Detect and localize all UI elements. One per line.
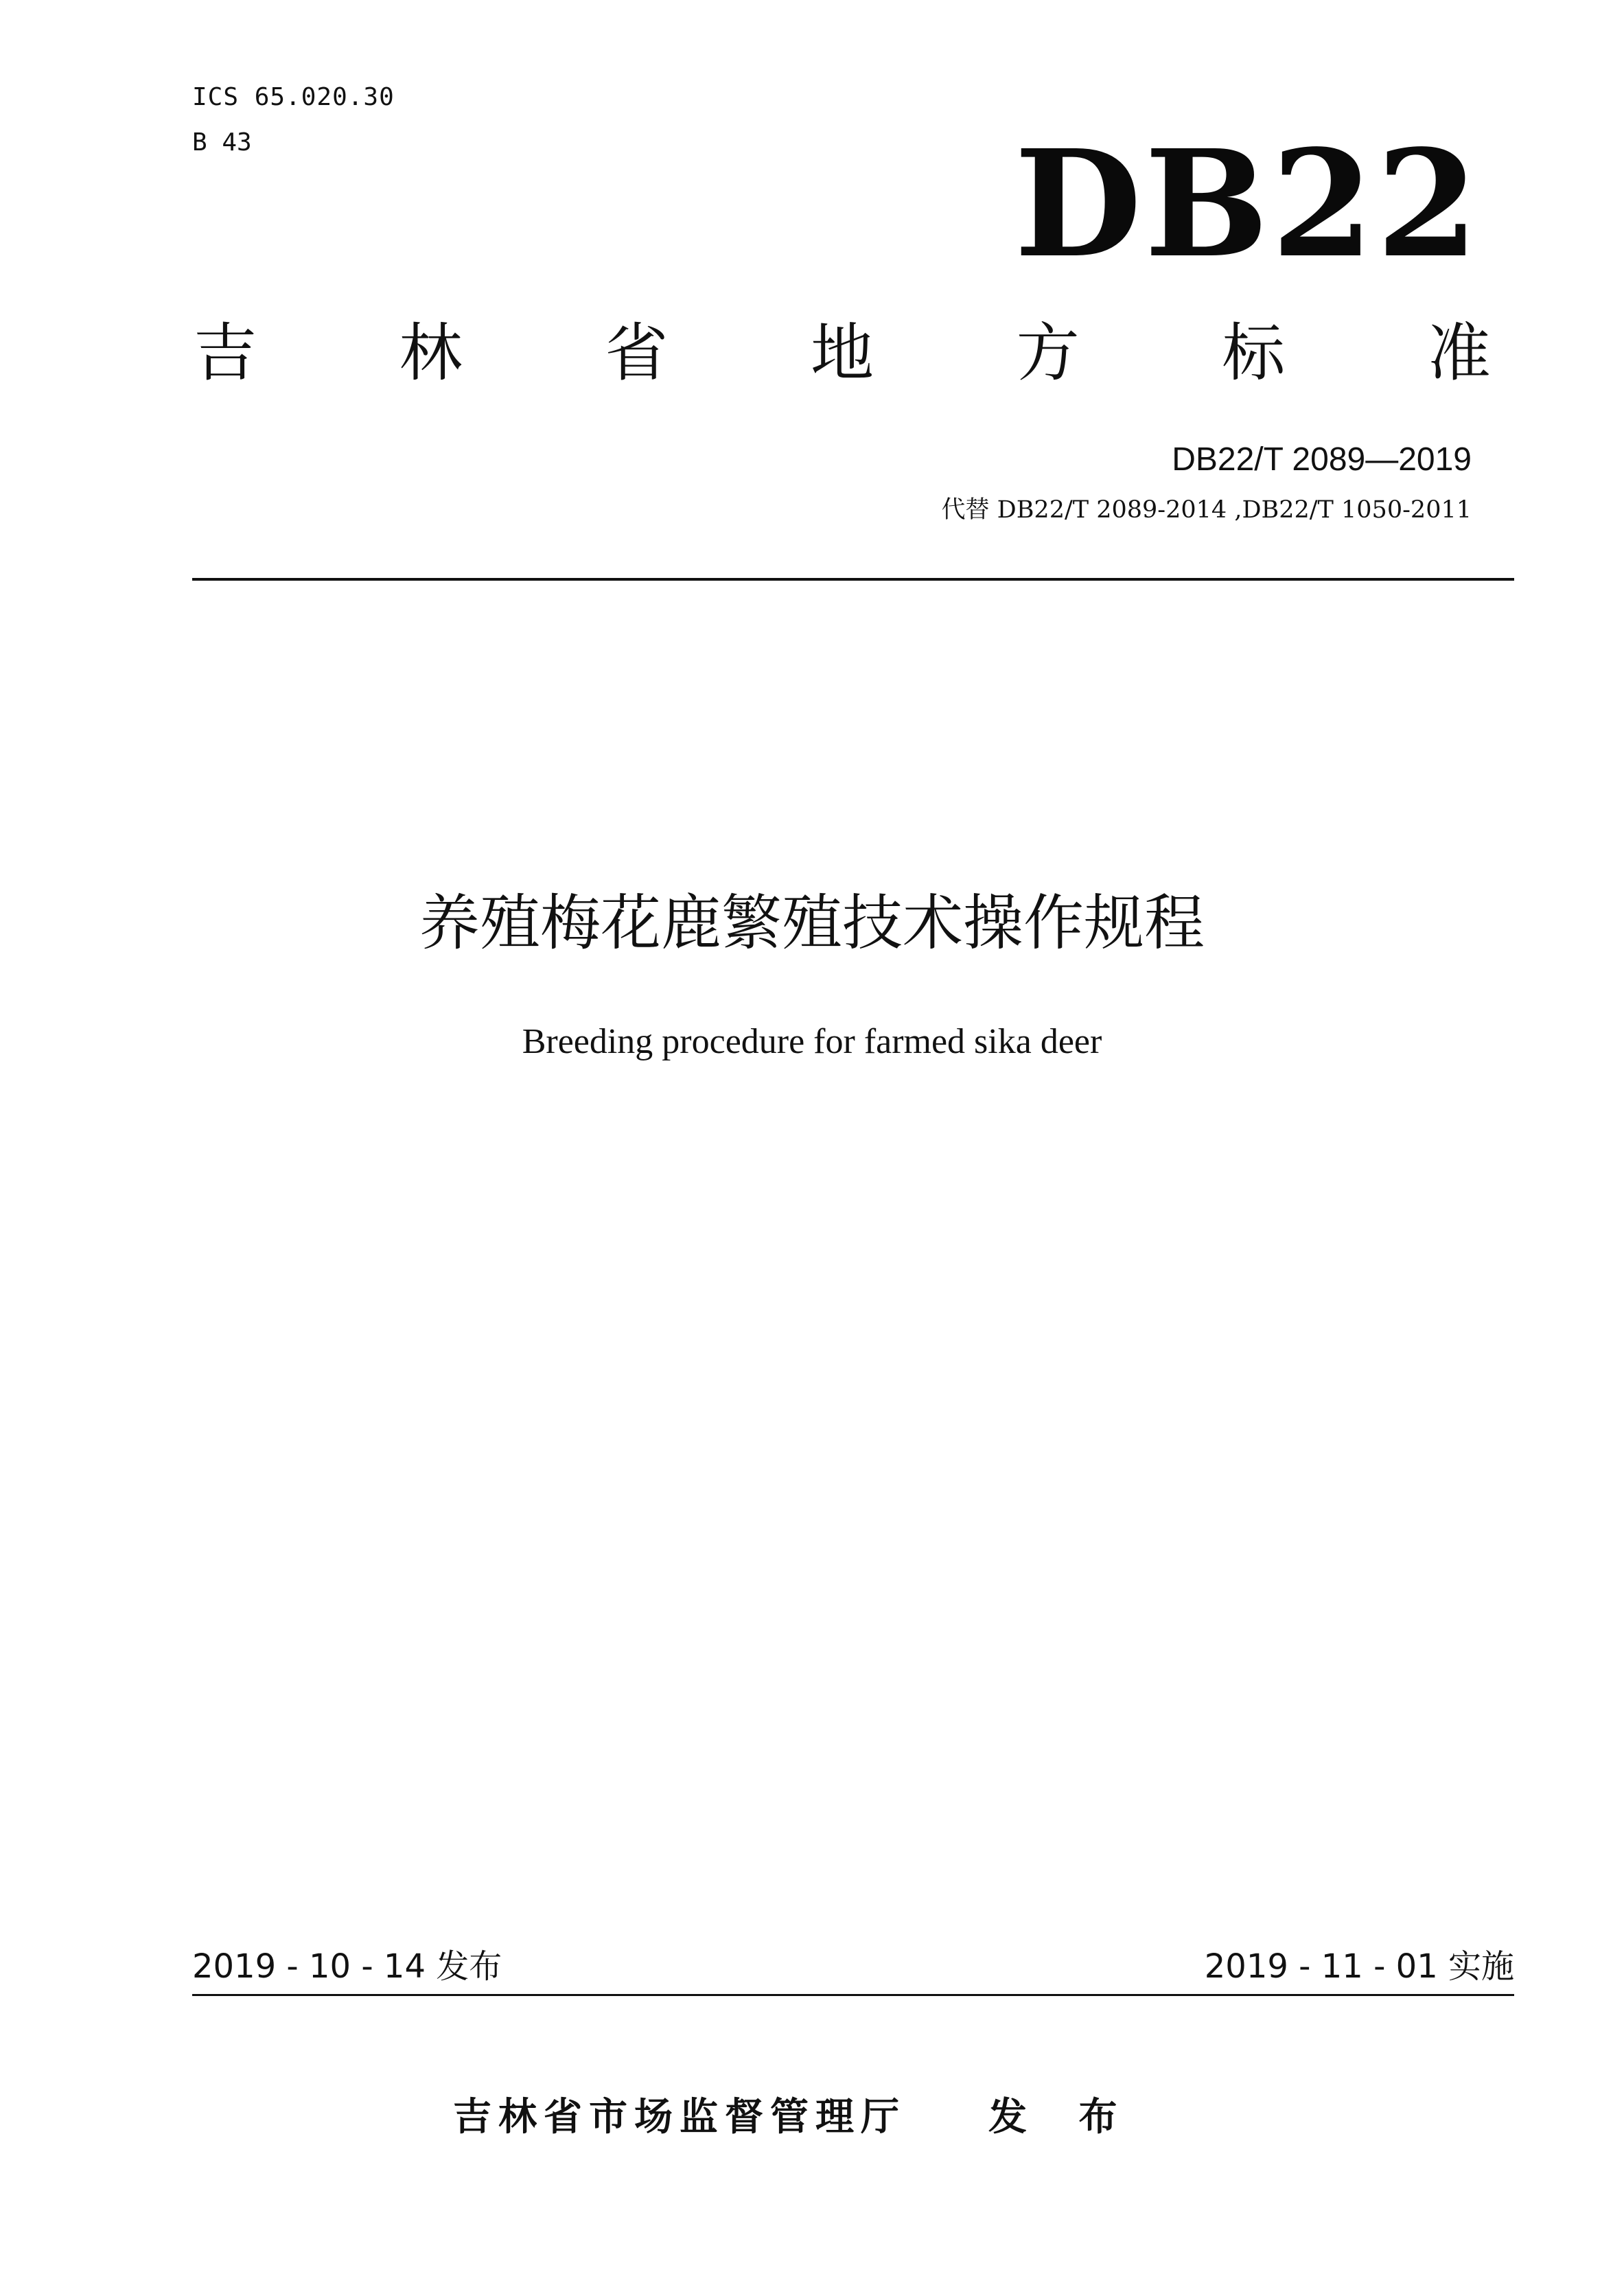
db22-logo: DB22	[1014, 118, 1481, 290]
standard-type-char: 林	[399, 316, 463, 390]
standard-type-char: 地	[810, 316, 874, 390]
issue-label: 发 布	[988, 2095, 1137, 2140]
title-chinese: 养殖梅花鹿繁殖技术操作规程	[419, 888, 1205, 958]
ics-code: ICS 65.020.30	[192, 83, 395, 111]
standard-type	[194, 316, 1491, 391]
standard-type-char: 标	[1222, 316, 1286, 390]
standard-type-char: 准	[1427, 316, 1491, 390]
issuer-row	[453, 2094, 1137, 2142]
standard-number: DB22/T 2089—2019	[1172, 441, 1472, 478]
replaces-note: 代替 DB22/T 2089-2014 ,DB22/T 1050-2011	[941, 496, 1472, 524]
standard-type-char: 方	[1016, 316, 1080, 390]
top-divider	[192, 578, 1514, 581]
standard-type-char: 吉	[194, 316, 257, 390]
issuing-authority: 吉林省市场监督管理厅	[453, 2095, 906, 2140]
title-english: Breeding procedure for farmed sika deer	[522, 1022, 1102, 1061]
standard-type-char: 省	[605, 316, 669, 390]
implementation-date: 2019 - 11 - 01 实施	[1204, 1947, 1514, 1986]
issue-date: 2019 - 10 - 14 发布	[192, 1947, 502, 1986]
ccs-code: B 43	[192, 128, 252, 156]
bottom-divider	[192, 1994, 1514, 1996]
